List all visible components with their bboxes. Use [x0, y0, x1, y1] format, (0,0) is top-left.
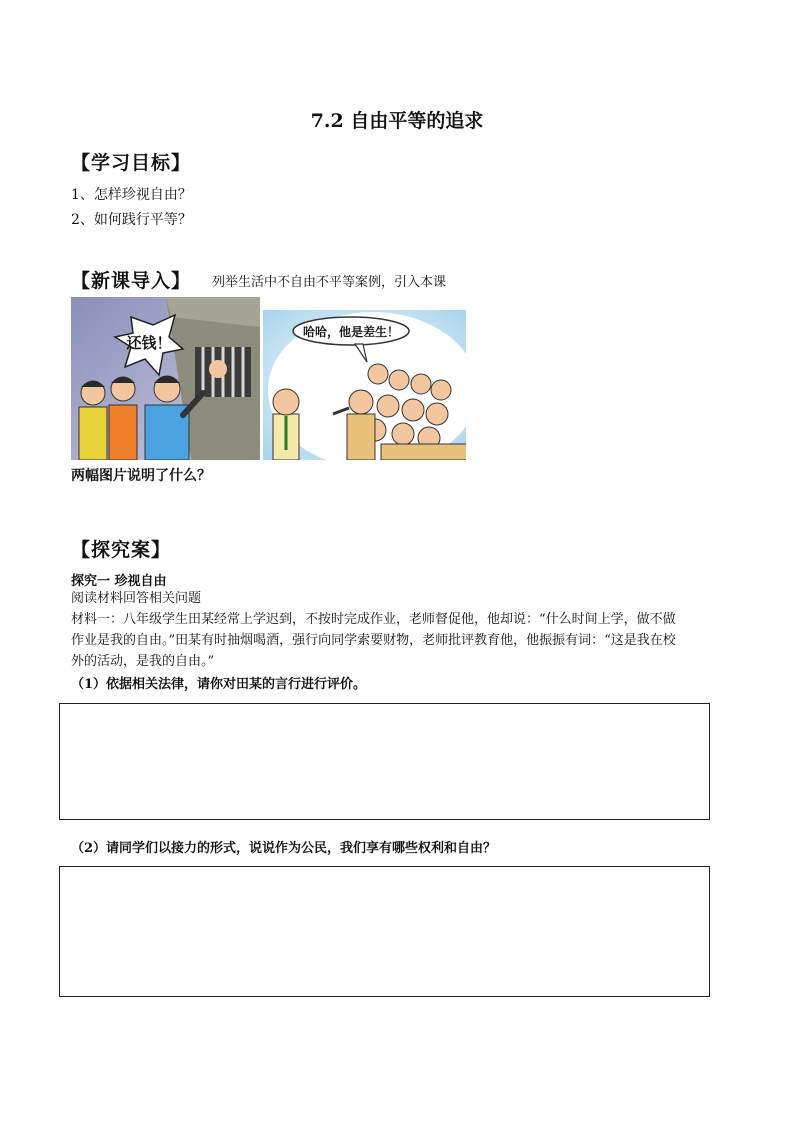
goal-item-1: 1、怎样珍视自由？: [71, 187, 192, 203]
question-1: （1）依据相关法律，请你对田某的言行进行评价。: [71, 677, 367, 692]
material-line-3: 外的活动，是我的自由。”: [71, 654, 215, 669]
speech-bubble-text-right: 哈哈，他是差生！: [302, 325, 400, 339]
answer-box-1[interactable]: [59, 703, 710, 820]
material-line-1: 材料一：八年级学生田某经常上学迟到，不按时完成作业，老师督促他，他却说：“什么时间上学，做不做: [71, 612, 676, 627]
goal-item-2: 2、如何践行平等？: [71, 212, 192, 228]
cartoon-debt-collection: [71, 297, 260, 460]
explore-subtitle: 探究一 珍视自由: [71, 574, 167, 589]
explore-instruction: 阅读材料回答相关问题: [71, 591, 202, 606]
page-title: 7.2 自由平等的追求: [310, 110, 484, 132]
speech-bubble-text-left: 还钱！: [126, 334, 172, 352]
cartoon-mocking-student: [263, 310, 466, 460]
new-lesson-note: 列举生活中不自由不平等案例，引入本课: [212, 275, 447, 290]
question-2: （2）请同学们以接力的形式，说说作为公民，我们享有哪些权利和自由？: [71, 841, 497, 856]
explore-heading: 【探究案】: [71, 539, 172, 561]
material-line-2: 作业是我的自由。”田某有时抽烟喝酒，强行向同学索要财物，老师批评教育他，他振振有词：“这是我在校: [71, 633, 676, 648]
new-lesson-heading: 【新课导入】: [71, 270, 192, 292]
learning-goals-heading: 【学习目标】: [71, 152, 192, 174]
answer-box-2[interactable]: [59, 866, 710, 997]
intro-question: 两幅图片说明了什么？: [71, 468, 211, 484]
